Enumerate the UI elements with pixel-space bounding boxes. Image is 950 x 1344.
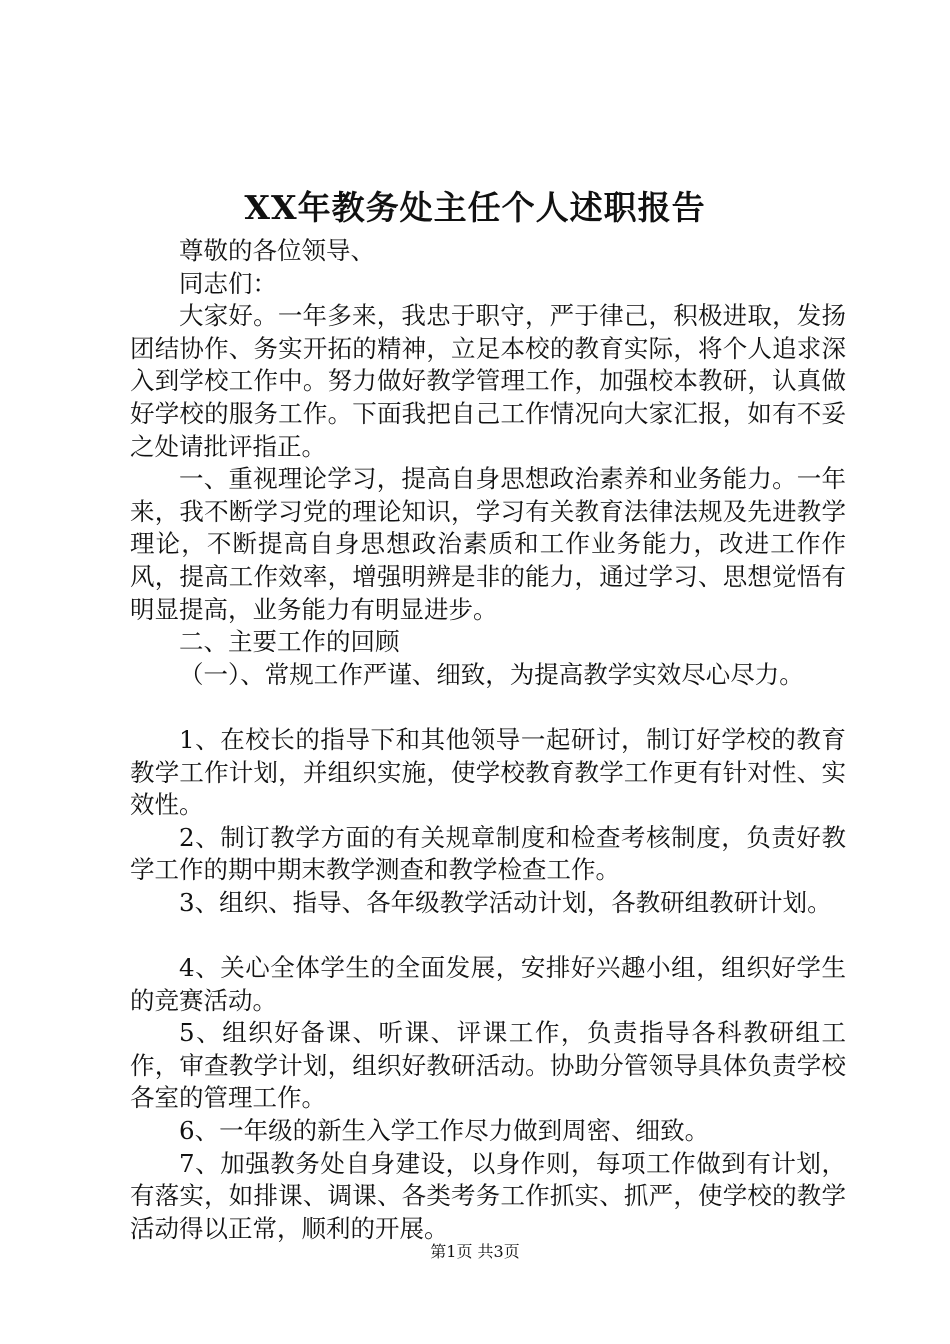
document-body [130,235,846,1245]
work-item-3: 3、组织、指导、各年级教学活动计划，各教研组教研计划。 [179,887,832,917]
section-1-paragraph: 一、重视理论学习，提高自身思想政治素养和业务能力。一年来，我不断学习党的理论知识，学习有关教育法律法规及先进教学理论，不断提高自身思想政治素质和工作业务能力，改进工作作风，提高工作效率，增强明辨是非的能力，通过学习、思想觉悟有明显提高，业务能力有明显进步。 [130,464,846,624]
section-2-heading: 二、主要工作的回顾 [179,627,400,657]
subsection-1-heading: （一）、常规工作严谨、细致，为提高教学实效尽心尽力。 [179,659,804,689]
work-item-5: 5、组织好备课、听课、评课工作，负责指导各科教研组工作，审查教学计划，组织好教研活动。协助分管领导具体负责学校各室的管理工作。 [130,1018,846,1113]
work-item-6: 6、一年级的新生入学工作尽力做到周密、细致。 [179,1116,710,1146]
work-item-4: 4、关心全体学生的全面发展，安排好兴趣小组，组织好学生的竞赛活动。 [130,953,846,1015]
opening-paragraph: 大家好。一年多来，我忠于职守，严于律己，积极进取，发扬团结协作、务实开拓的精神，立足本校的教育实际，将个人追求深入到学校工作中。努力做好教学管理工作，加强校本教研，认真做好学校的服务工作。下面我把自己工作情况向大家汇报，如有不妥之处请批评指正。 [130,301,846,461]
work-item-7: 7、加强教务处自身建设，以身作则，每项工作做到有计划，有落实，如排课、调课、各类考务工作抓实、抓严，使学校的教学活动得以正常，顺利的开展。 [130,1148,846,1243]
salutation-line-1: 尊敬的各位领导、 [179,236,375,265]
salutation-line-2: 同志们： [179,268,277,298]
document-title: XX年教务处主任个人述职报告 [244,188,706,227]
work-item-2: 2、制订教学方面的有关规章制度和检查考核制度，负责好教学工作的期中期末教学测查和教学检查工作。 [130,822,846,885]
work-item-1: 1、在校长的指导下和其他领导一起研讨，制订好学校的教育教学工作计划，并组织实施，使学校教育教学工作更有针对性、实效性。 [130,724,846,820]
page-footer: 第1页 共3页 [430,1242,520,1261]
